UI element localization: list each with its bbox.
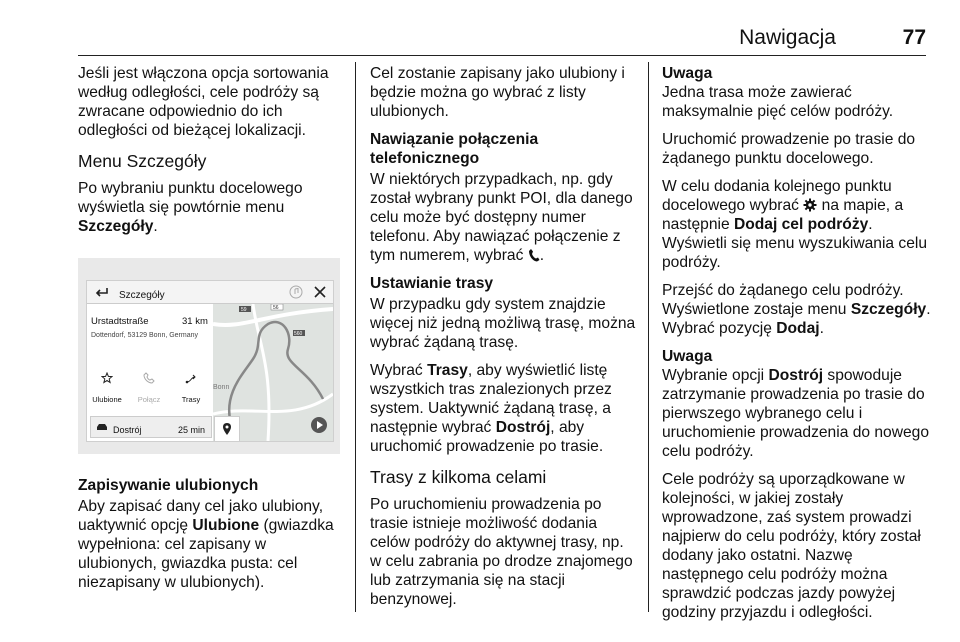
road-number-56: 56 [273, 305, 279, 311]
travel-time: 25 min [177, 425, 205, 435]
start-route-icon[interactable] [311, 417, 327, 433]
note-heading: Uwaga [662, 65, 713, 82]
phone-icon [528, 248, 540, 262]
note-max-destinations: Uwaga Jedna trasa może zawierać maksymalnie pięć celów podróży. [662, 64, 932, 121]
column-divider-1 [355, 62, 356, 612]
close-icon[interactable] [313, 285, 327, 299]
column-2 [370, 64, 638, 618]
column-divider-2 [648, 62, 649, 612]
routes-button[interactable] [171, 372, 211, 409]
routes-label: Trasy [181, 395, 201, 404]
column-3 [662, 64, 932, 631]
street-name: Urstadtstraße [91, 316, 149, 327]
heading-multi-destination: Trasy z kilkoma celami [370, 467, 547, 487]
car-icon [96, 422, 108, 432]
paragraph-save-favourites: Aby zapisać dany cel jako ulubiony, uaktywnić opcję Ulubione (gwiazdka wypełniona: cel zapisany w ulubionych, gwiazdka pusta: cel niezapisany w ulubionych). [78, 498, 334, 591]
note-adjust: Uwaga Wybranie opcji Dostrój spowoduje zatrzymanie prowadzenia po trasie do pierwszego wybranego celu i uruchomienie prowadzenia do nowego celu podróży. [662, 347, 932, 461]
term-add: Dodaj [776, 320, 820, 337]
phone-icon [143, 372, 155, 384]
start-guidance-label: Dostrój [113, 425, 142, 435]
term-details: Szczegóły [78, 218, 154, 235]
location-pin-icon [215, 417, 239, 441]
heading-save-favourites: Zapisywanie ulubionych [78, 477, 259, 494]
term-favourites: Ulubione [192, 517, 260, 534]
heading-set-route: Ustawianie trasy [370, 275, 494, 292]
distance: 31 km [182, 316, 208, 327]
call-label: Połącz [137, 395, 161, 404]
details-screen [86, 280, 334, 442]
gear-icon [803, 198, 817, 212]
full-address: Dottendorf, 53129 Bonn, Germany [91, 332, 199, 339]
paragraph-add-destination: W celu dodania kolejnego punktu docelowego wybrać na mapie, a następnie Dodaj cel podróży. Wyświetli się menu wyszukiwania celu podróży. [662, 178, 928, 271]
page-number: 77 [902, 26, 926, 49]
road-number-59: 59 [241, 307, 247, 313]
favourite-label: Ulubione [92, 395, 122, 404]
heading-phone-call: Nawiązanie połączenia telefonicznego [370, 131, 539, 167]
paragraph-details-intro: Po wybraniu punktu docelowego wyświetla się powtórnie menu Szczegóły. [78, 180, 303, 235]
paragraph-go-to-destination: Przejść do żądanego celu podróży. Wyświetlone zostaje menu Szczegóły. Wybrać pozycję Dodaj. [662, 282, 931, 337]
back-arrow-icon[interactable] [95, 286, 109, 298]
term-details: Szczegóły [850, 301, 927, 318]
term-add-destination: Dodaj cel podróży [733, 216, 869, 233]
star-outline-icon [101, 372, 113, 384]
start-guidance-button[interactable] [90, 416, 212, 438]
paragraph-saved-favourite: Cel zostanie zapisany jako ulubiony i będzie można go wybrać z listy ulubionych. [370, 65, 625, 120]
music-icon[interactable] [289, 285, 303, 299]
term-routes: Trasy [427, 362, 468, 379]
note-heading: Uwaga [662, 348, 713, 365]
routes-icon [185, 372, 197, 384]
paragraph-multi-destination: Po uruchomieniu prowadzenia po trasie istnieje możliwość dodania celów podróży do aktywnej trasy, np. w celu zabrania po drodze znajomego lub zatrzymania się na stacji benzynowej. [370, 496, 633, 608]
paragraph-phone-call: W niektórych przypadkach, np. gdy został wybrany punkt POI, dla danego celu może być dostępny numer telefonu. Aby nawiązać połączenie z tym numerem, wybrać . [370, 171, 633, 264]
page-header [78, 26, 926, 54]
header-divider [78, 55, 926, 56]
destination-info-pane [87, 304, 213, 441]
paragraph-select-routes: Wybrać Trasy, aby wyświetlić listę wszystkich tras znalezionych przez system. Uaktywnić żądaną trasę, a następnie wybrać Dostrój, aby uruchomić prowadzenie po trasie. [370, 362, 612, 455]
section-title: Nawigacja [739, 26, 836, 49]
location-pin-button[interactable] [214, 416, 240, 442]
heading-details-menu: Menu Szczegóły [78, 151, 207, 171]
screen-title: Szczegóły [119, 290, 165, 301]
term-adjust: Dostrój [495, 419, 551, 436]
details-screen-figure [78, 258, 340, 454]
favourite-button[interactable] [87, 372, 127, 409]
paragraph-destination-order: Cele podróży są uporządkowane w kolejności, w jakiej zostały wprowadzone, zaś system prowadzi najpierw do celu podróży, który został dodany jako ostatni. Nazwę następnego celu podróży można sprawdzić podczas jazdy powyżej godziny przyjazdu i odległości. [662, 471, 921, 621]
term-adjust: Dostrój [768, 367, 824, 384]
paragraph-set-route: W przypadku gdy system znajdzie więcej niż jedną możliwą trasę, można wybrać żądaną trasę. [370, 296, 636, 351]
road-number-560: 560 [294, 331, 303, 337]
paragraph-start-guidance: Uruchomić prowadzenie po trasie do żądanego punktu docelowego. [662, 131, 916, 167]
city-label: Bonn [213, 384, 230, 391]
paragraph-sorting: Jeśli jest włączona opcja sortowania według odległości, cele podróży są zwracane odpowiednio do ich odległości od bieżącej lokalizacji. [78, 65, 329, 139]
screen-title-bar [87, 281, 333, 304]
column-1 [78, 64, 346, 601]
call-button[interactable] [129, 372, 169, 409]
